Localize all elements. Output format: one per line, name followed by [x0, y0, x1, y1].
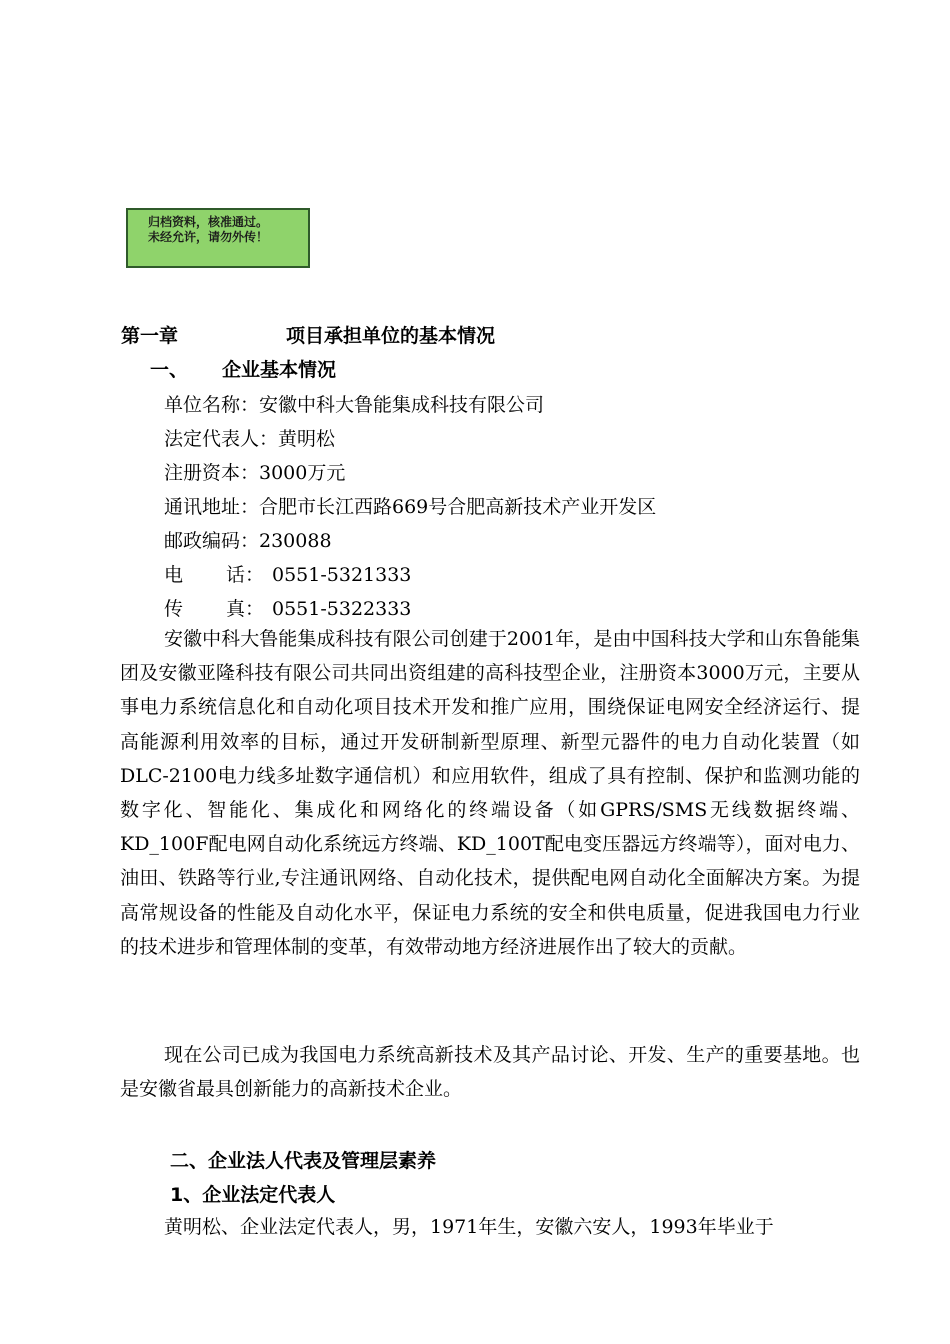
section-1-number: 一、	[150, 359, 189, 381]
phone-value: 0551-5321333	[272, 564, 412, 586]
chapter-title: 项目承担单位的基本情况	[286, 325, 496, 347]
info-fax	[164, 594, 411, 621]
chapter-number: 第一章	[121, 325, 179, 347]
info-company-name: 单位名称：安徽中科大鲁能集成科技有限公司	[164, 394, 545, 416]
info-phone	[164, 560, 411, 587]
phone-label-char-1: 电	[164, 564, 184, 586]
info-address: 通讯地址：合肥市长江西路669号合肥高新技术产业开发区	[164, 496, 657, 518]
fax-label-char-2: 真：	[226, 598, 265, 620]
phone-label-char-2: 话：	[226, 564, 265, 586]
stamp-line-2: 未经允许，请勿外传！	[148, 230, 269, 244]
legal-rep-bio-line: 黄明松、企业法定代表人，男，1971年生，安徽六安人，1993年毕业于	[164, 1216, 774, 1238]
archive-stamp	[126, 208, 310, 268]
fax-label	[164, 594, 272, 621]
stamp-line-1: 归档资料，核准通过。	[148, 215, 269, 229]
section-2-title: 二、企业法人代表及管理层素养	[170, 1150, 437, 1172]
info-postcode: 邮政编码：230088	[164, 530, 332, 552]
company-description-paragraph: 安徽中科大鲁能集成科技有限公司创建于2001年，是由中国科技大学和山东鲁能集团及安徽亚隆科技有限公司共同出资组建的高科技型企业，注册资本3000万元，主要从事电力系统信息化和自动化项目技术开发和推广应用，围绕保证电网安全经济运行、提高能源利用效率的目标，通过开发研制新型原理、新型元器件的电力自动化装置（如DLC-2100电力线多址数字通信机）和应用软件，组成了具有控制、保护和监测功能的数字化、智能化、集成化和网络化的终端设备（如GPRS/SMS无线数据终端、KD_100F配电网自动化系统远方终端、KD_100T配电变压器远方终端等），面对电力、油田、铁路等行业,专注通讯网络、自动化技术，提供配电网自动化全面解决方案。为提高常规设备的性能及自动化水平，保证电力系统的安全和供电质量，促进我国电力行业的技术进步和管理体制的变革，有效带动地方经济进展作出了较大的贡献。	[120, 628, 860, 958]
info-legal-rep: 法定代表人：黄明松	[164, 428, 336, 450]
fax-value: 0551-5322333	[272, 598, 412, 620]
phone-label	[164, 560, 272, 587]
section-1-title: 企业基本情况	[222, 359, 337, 381]
info-capital: 注册资本：3000万元	[164, 462, 346, 484]
company-status-paragraph: 现在公司已成为我国电力系统高新技术及其产品讨论、开发、生产的重要基地。也是安徽省最具创新能力的高新技术企业。	[120, 1044, 860, 1101]
section-2-subtitle: 1、企业法定代表人	[170, 1184, 336, 1206]
fax-label-char-1: 传	[164, 598, 184, 620]
